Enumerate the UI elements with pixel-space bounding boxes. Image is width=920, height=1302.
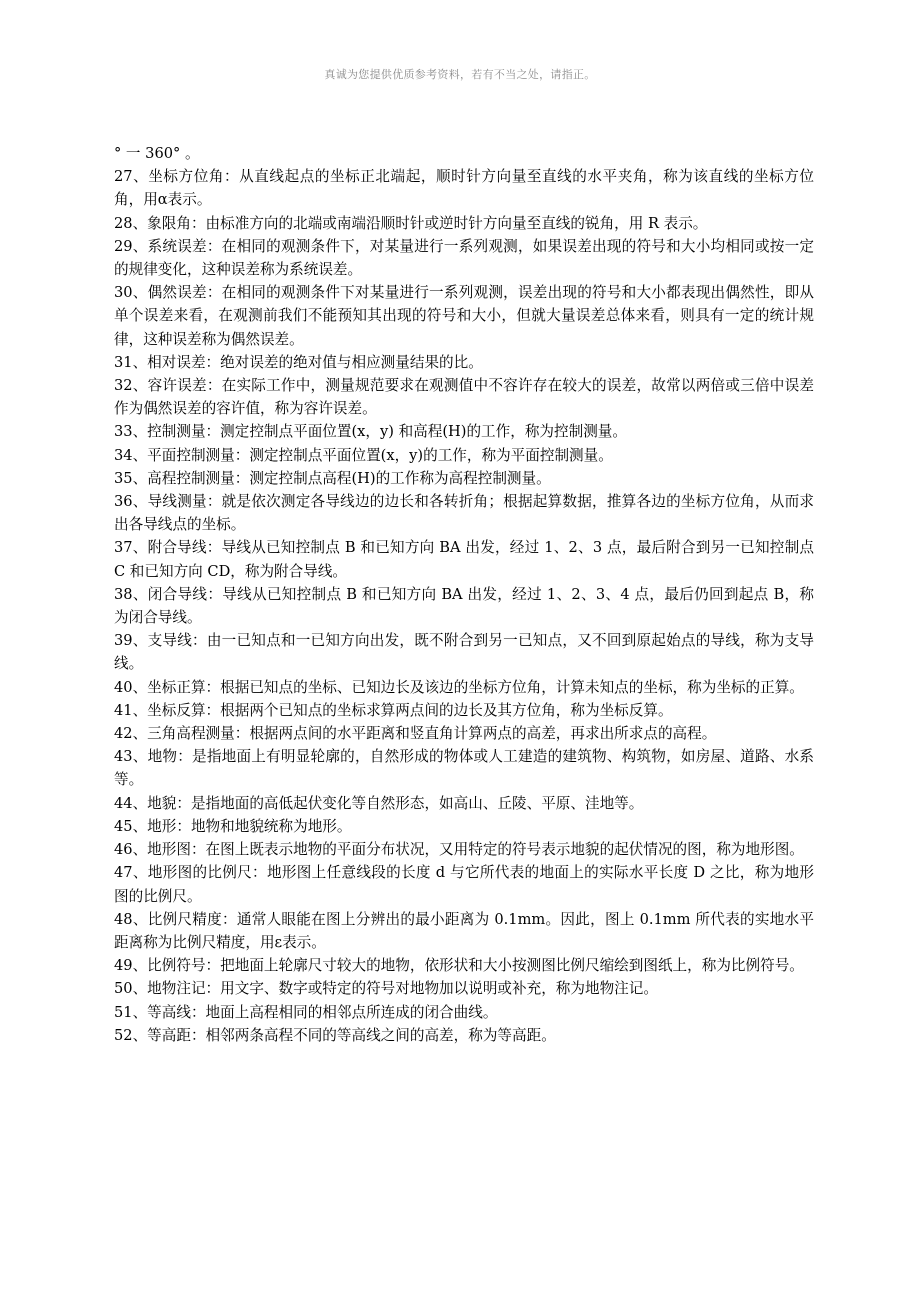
list-item: 34、平面控制测量：测定控制点平面位置(x，y)的工作，称为平面控制测量。: [114, 446, 613, 464]
list-item: 47、地形图的比例尺：地形图上任意线段的长度 d 与它所代表的地面上的实际水平长度 D 之比，称为地形图的比例尺。: [114, 864, 814, 905]
header-note: 真诚为您提供优质参考资料，若有不当之处，请指正。: [324, 68, 596, 81]
list-item: 41、坐标反算：根据两个已知点的坐标求算两点间的边长及其方位角，称为坐标反算。: [114, 701, 673, 719]
list-item: 30、偶然误差：在相同的观测条件下对某量进行一系列观测，误差出现的符号和大小都表现出偶然性，即从单个误差来看，在观测前我们不能预知其出现的符号和大小，但就大量误差总体来看，则具有一定的统计规律，这种误差称为偶然误差。: [114, 284, 814, 348]
list-item: 50、地物注记：用文字、数字或特定的符号对地物加以说明或补充，称为地物注记。: [114, 980, 658, 998]
list-item: 40、坐标正算：根据已知点的坐标、已知边长及该边的坐标方位角，计算未知点的坐标，称为坐标的正算。: [114, 678, 804, 696]
list-item: 35、高程控制测量：测定控制点高程(H)的工作称为高程控制测量。: [114, 469, 551, 487]
list-item: 42、三角高程测量：根据两点间的水平距离和竖直角计算两点的高差，再求出所求点的高程。: [114, 725, 717, 743]
list-item: 46、地形图：在图上既表示地物的平面分布状况，又用特定的符号表示地貌的起伏情况的图，称为地形图。: [114, 841, 804, 859]
list-item: 29、系统误差：在相同的观测条件下，对某量进行一系列观测，如果误差出现的符号和大小均相同或按一定的规律变化，这种误差称为系统误差。: [114, 237, 814, 279]
list-item: 31、相对误差：绝对误差的绝对值与相应测量结果的比。: [114, 353, 483, 371]
list-item: 49、比例符号：把地面上轮廓尺寸较大的地物，依形状和大小按测图比例尺缩绘到图纸上，称为比例符号。: [114, 957, 804, 975]
list-item: 28、象限角：由标准方向的北端或南端沿顺时针或逆时针方向量至直线的锐角，用 R 表示。: [114, 214, 708, 232]
list-item: 38、闭合导线：导线从已知控制点 B 和已知方向 BA 出发，经过 1、2、3、4 点，最后仍回到起点 B，称为闭合导线。: [114, 585, 814, 627]
list-item: 37、附合导线：导线从已知控制点 B 和已知方向 BA 出发，经过 1、2、3 点，最后附合到另一已知控制点 C 和已知方向 CD，称为附合导线。: [114, 539, 814, 580]
list-item: 36、导线测量：就是依次测定各导线边的边长和各转折角；根据起算数据，推算各边的坐标方位角，从而求出各导线点的坐标。: [114, 493, 814, 534]
list-item: 48、比例尺精度：通常人眼能在图上分辨出的最小距离为 0.1mm。因此，图上 0.1mm 所代表的实地水平距离称为比例尺精度，用ε表示。: [114, 910, 814, 951]
list-item: 44、地貌：是指地面的高低起伏变化等自然形态，如高山、丘陵、平原、洼地等。: [114, 794, 644, 812]
definitions-list: [114, 142, 814, 1047]
list-item: 39、支导线：由一已知点和一已知方向出发，既不附合到另一已知点，又不回到原起始点的导线，称为支导线。: [114, 632, 814, 673]
list-item: 32、容许误差：在实际工作中，测量规范要求在观测值中不容许存在较大的误差，故常以两倍或三倍中误差作为偶然误差的容许值，称为容许误差。: [114, 377, 814, 418]
list-item: 52、等高距：相邻两条高程不同的等高线之间的高差，称为等高距。: [114, 1026, 556, 1044]
list-item: 43、地物：是指地面上有明显轮廓的，自然形成的物体或人工建造的建筑物、构筑物，如房屋、道路、水系等。: [114, 748, 814, 789]
list-item: 33、控制测量：测定控制点平面位置(x，y) 和高程(H)的工作，称为控制测量。: [114, 423, 628, 441]
list-item: 51、等高线：地面上高程相同的相邻点所连成的闭合曲线。: [114, 1003, 498, 1021]
list-item: 27、坐标方位角：从直线起点的坐标正北端起，顺时针方向量至直线的水平夹角，称为该直线的坐标方位角，用α表示。: [114, 168, 814, 209]
list-item: 45、地形：地物和地貌统称为地形。: [114, 817, 352, 835]
list-item: ° 一 360° 。: [114, 145, 200, 162]
